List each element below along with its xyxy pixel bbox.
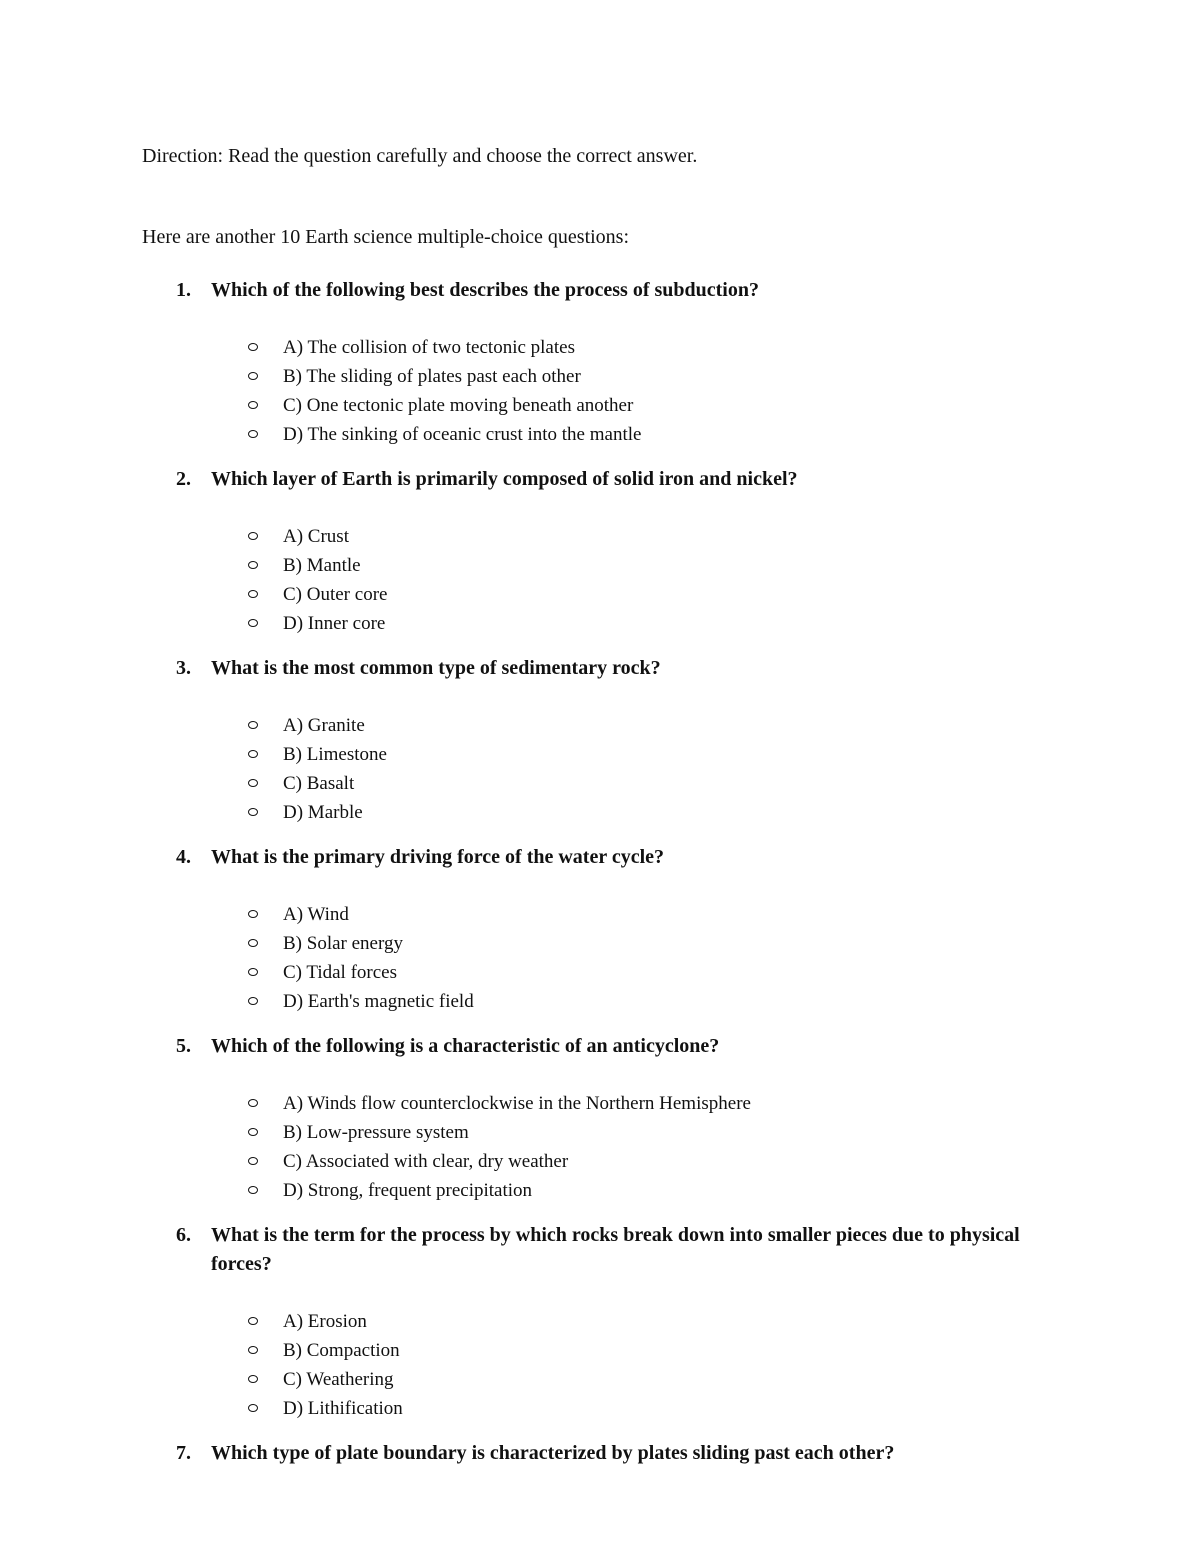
hollow-circle-bullet-icon	[248, 590, 258, 598]
answer-option	[0, 1365, 1200, 1394]
hollow-circle-bullet-icon	[248, 619, 258, 627]
answer-option	[0, 929, 1200, 958]
question-label: Which layer of Earth is primarily composed of solid iron and nickel?	[211, 468, 798, 490]
hollow-circle-bullet-icon	[248, 343, 258, 351]
hollow-circle-bullet-icon	[248, 997, 258, 1005]
answer-option	[0, 1394, 1200, 1423]
question-number: 1.	[176, 279, 191, 301]
answer-option	[0, 1336, 1200, 1365]
hollow-circle-bullet-icon	[248, 430, 258, 438]
answer-option-label: A) Erosion	[283, 1311, 367, 1332]
answer-option-label: B) Limestone	[283, 744, 387, 765]
option-list	[0, 1307, 1200, 1423]
question-number: 4.	[176, 846, 191, 868]
answer-option	[0, 1147, 1200, 1176]
answer-option-label: C) One tectonic plate moving beneath another	[283, 395, 634, 416]
question-text	[0, 654, 1051, 683]
answer-option	[0, 769, 1200, 798]
hollow-circle-bullet-icon	[248, 939, 258, 947]
answer-option	[0, 551, 1200, 580]
question-item	[0, 843, 1200, 1016]
answer-option-label: A) Granite	[283, 715, 365, 736]
question-number: 5.	[176, 1035, 191, 1057]
hollow-circle-bullet-icon	[248, 808, 258, 816]
answer-option-label: C) Outer core	[283, 584, 388, 605]
question-label: Which of the following is a characteristic of an anticyclone?	[211, 1035, 720, 1057]
answer-option-label: C) Weathering	[283, 1369, 394, 1390]
answer-option	[0, 420, 1200, 449]
hollow-circle-bullet-icon	[248, 1128, 258, 1136]
answer-option-label: C) Tidal forces	[283, 962, 397, 983]
question-item	[0, 1032, 1200, 1205]
answer-option	[0, 522, 1200, 551]
hollow-circle-bullet-icon	[248, 1404, 258, 1412]
answer-option-label: A) Wind	[283, 904, 349, 925]
question-number: 6.	[176, 1224, 191, 1246]
question-label: Which type of plate boundary is characterized by plates sliding past each other?	[211, 1442, 895, 1464]
hollow-circle-bullet-icon	[248, 1186, 258, 1194]
hollow-circle-bullet-icon	[248, 968, 258, 976]
answer-option-label: B) Mantle	[283, 555, 361, 576]
option-list	[0, 711, 1200, 827]
question-item	[0, 276, 1200, 449]
question-text	[0, 1032, 1051, 1061]
answer-option-label: B) Low-pressure system	[283, 1122, 469, 1143]
answer-option	[0, 1307, 1200, 1336]
answer-option	[0, 1176, 1200, 1205]
option-list	[0, 900, 1200, 1016]
answer-option-label: D) Earth's magnetic field	[283, 991, 474, 1012]
question-text	[0, 276, 1051, 305]
question-text	[0, 1439, 1051, 1468]
question-label: Which of the following best describes the process of subduction?	[211, 279, 759, 301]
hollow-circle-bullet-icon	[248, 1375, 258, 1383]
answer-option	[0, 580, 1200, 609]
hollow-circle-bullet-icon	[248, 1099, 258, 1107]
answer-option	[0, 798, 1200, 827]
option-list	[0, 1089, 1200, 1205]
answer-option-label: D) Inner core	[283, 613, 386, 634]
question-item	[0, 465, 1200, 638]
answer-option-label: A) Winds flow counterclockwise in the Northern Hemisphere	[283, 1093, 751, 1114]
answer-option	[0, 391, 1200, 420]
question-text	[0, 465, 1051, 494]
question-item	[0, 654, 1200, 827]
hollow-circle-bullet-icon	[248, 1317, 258, 1325]
answer-option	[0, 1089, 1200, 1118]
hollow-circle-bullet-icon	[248, 561, 258, 569]
answer-option-label: D) Marble	[283, 802, 363, 823]
answer-option	[0, 609, 1200, 638]
question-label: What is the primary driving force of the water cycle?	[211, 846, 665, 868]
answer-option	[0, 711, 1200, 740]
hollow-circle-bullet-icon	[248, 721, 258, 729]
answer-option	[0, 1118, 1200, 1147]
option-list	[0, 333, 1200, 449]
question-number: 2.	[176, 468, 191, 490]
answer-option-label: B) Solar energy	[283, 933, 403, 954]
question-number: 7.	[176, 1442, 191, 1464]
answer-option-label: B) The sliding of plates past each other	[283, 366, 581, 387]
question-item	[0, 1221, 1200, 1423]
answer-option	[0, 958, 1200, 987]
hollow-circle-bullet-icon	[248, 1157, 258, 1165]
question-text	[0, 1221, 1051, 1279]
hollow-circle-bullet-icon	[248, 779, 258, 787]
answer-option-label: C) Basalt	[283, 773, 355, 794]
hollow-circle-bullet-icon	[248, 1346, 258, 1354]
hollow-circle-bullet-icon	[248, 532, 258, 540]
question-label: What is the most common type of sedimentary rock?	[211, 657, 661, 679]
question-list	[0, 276, 1200, 1468]
answer-option-label: A) The collision of two tectonic plates	[283, 337, 575, 358]
question-item	[0, 1439, 1200, 1468]
hollow-circle-bullet-icon	[248, 401, 258, 409]
question-text	[0, 843, 1051, 872]
answer-option	[0, 333, 1200, 362]
answer-option-label: B) Compaction	[283, 1340, 400, 1361]
answer-option	[0, 362, 1200, 391]
answer-option	[0, 987, 1200, 1016]
answer-option-label: D) Lithification	[283, 1398, 403, 1419]
direction-text: Direction: Read the question carefully and choose the correct answer.	[142, 145, 698, 167]
answer-option-label: C) Associated with clear, dry weather	[283, 1151, 569, 1172]
hollow-circle-bullet-icon	[248, 372, 258, 380]
answer-option-label: D) Strong, frequent precipitation	[283, 1180, 533, 1201]
hollow-circle-bullet-icon	[248, 910, 258, 918]
answer-option	[0, 900, 1200, 929]
answer-option-label: D) The sinking of oceanic crust into the mantle	[283, 424, 642, 445]
option-list	[0, 522, 1200, 638]
question-number: 3.	[176, 657, 191, 679]
question-label: What is the term for the process by which rocks break down into smaller pieces due to physical forces?	[211, 1224, 1020, 1275]
intro-text: Here are another 10 Earth science multiple-choice questions:	[142, 226, 630, 248]
answer-option-label: A) Crust	[283, 526, 349, 547]
answer-option	[0, 740, 1200, 769]
hollow-circle-bullet-icon	[248, 750, 258, 758]
